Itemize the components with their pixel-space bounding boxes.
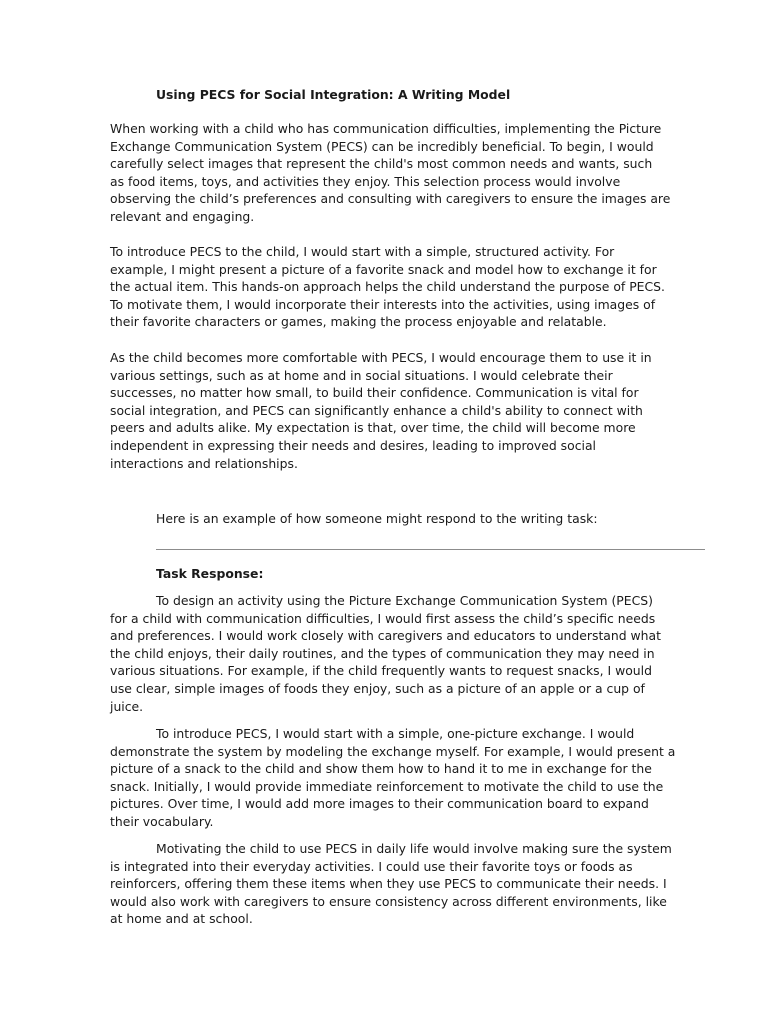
text-line: relevant and engaging. xyxy=(110,208,255,224)
text-line: is integrated into their everyday activities. I could use their favorite toys or foods as xyxy=(110,858,633,874)
text-line: interactions and relationships. xyxy=(110,455,298,471)
response-paragraph-2 xyxy=(110,725,690,831)
response-paragraph-1 xyxy=(110,592,690,715)
text-line: To introduce PECS, I would start with a simple, one-picture exchange. I would xyxy=(156,726,635,741)
text-line: various settings, such as at home and in social situations. I would celebrate their xyxy=(110,367,613,383)
text-line: example, I might present a picture of a favorite snack and model how to exchange it for xyxy=(110,261,657,277)
model-paragraph-2 xyxy=(110,243,690,331)
text-line: Motivating the child to use PECS in daily life would involve making sure the system xyxy=(156,841,672,856)
document-title: Using PECS for Social Integration: A Writing Model xyxy=(156,87,511,102)
text-line: observing the child’s preferences and consulting with caregivers to ensure the images are xyxy=(110,191,671,207)
text-line: snack. Initially, I would provide immediate reinforcement to motivate the child to use the xyxy=(110,778,664,794)
text-line: picture of a snack to the child and show them how to hand it to me in exchange for the xyxy=(110,761,652,777)
text-line: their favorite characters or games, making the process enjoyable and relatable. xyxy=(110,314,607,330)
text-line: their vocabulary. xyxy=(110,813,214,829)
text-line: as food items, toys, and activities they enjoy. This selection process would involve xyxy=(110,173,621,189)
text-line: reinforcers, offering them these items when they use PECS to communicate their needs. I xyxy=(110,876,667,892)
text-line: various situations. For example, if the child frequently wants to request snacks, I would xyxy=(110,663,652,679)
text-line: To introduce PECS to the child, I would start with a simple, structured activity. For xyxy=(110,244,615,259)
text-line: carefully select images that represent the child's most common needs and wants, such xyxy=(110,156,653,172)
text-line: demonstrate the system by modeling the exchange myself. For example, I would present a xyxy=(110,743,676,759)
section-divider xyxy=(156,549,705,550)
text-line: use clear, simple images of foods they enjoy, such as a picture of an apple or a cup of xyxy=(110,680,645,696)
text-line: To design an activity using the Picture Exchange Communication System (PECS) xyxy=(156,593,653,608)
model-paragraph-1 xyxy=(110,120,690,226)
text-line: To motivate them, I would incorporate their interests into the activities, using images of xyxy=(110,296,656,312)
text-line: the actual item. This hands-on approach helps the child understand the purpose of PECS. xyxy=(110,279,665,295)
text-line: juice. xyxy=(110,698,144,714)
text-line: social integration, and PECS can significantly enhance a child's ability to connect with xyxy=(110,402,643,418)
text-line: peers and adults alike. My expectation is that, over time, the child will become more xyxy=(110,420,636,436)
text-line: pictures. Over time, I would add more images to their communication board to expand xyxy=(110,796,649,812)
response-paragraph-3 xyxy=(110,840,690,928)
text-line: independent in expressing their needs and desires, leading to improved social xyxy=(110,437,597,453)
model-paragraph-3 xyxy=(110,349,690,472)
text-line: would also work with caregivers to ensure consistency across different environments, like xyxy=(110,893,667,909)
text-line: for a child with communication difficulties, I would first assess the child’s specific needs xyxy=(110,610,656,626)
text-line: When working with a child who has communication difficulties, implementing the Picture xyxy=(110,121,662,136)
example-intro: Here is an example of how someone might respond to the writing task: xyxy=(156,511,598,526)
text-line: at home and at school. xyxy=(110,911,253,927)
text-line: the child enjoys, their daily routines, and the types of communication they may need in xyxy=(110,645,655,661)
text-line: Exchange Communication System (PECS) can be incredibly beneficial. To begin, I would xyxy=(110,138,654,154)
text-line: and preferences. I would work closely with caregivers and educators to understand what xyxy=(110,628,661,644)
text-line: successes, no matter how small, to build their confidence. Communication is vital for xyxy=(110,385,639,401)
task-response-heading: Task Response: xyxy=(156,566,264,581)
text-line: As the child becomes more comfortable with PECS, I would encourage them to use it in xyxy=(110,350,652,365)
